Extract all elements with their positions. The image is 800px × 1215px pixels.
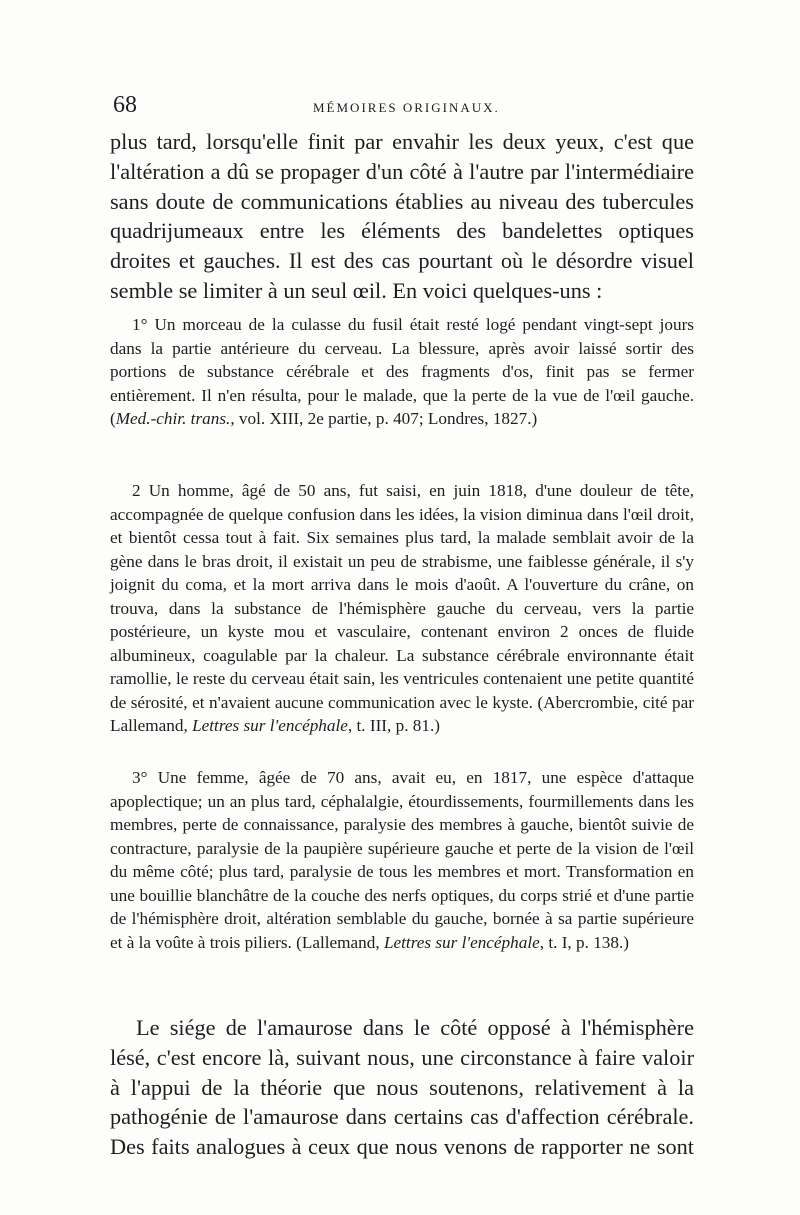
intro-block [110,127,694,306]
case-reference-title: Lettres sur l'encéphale [383,932,540,952]
case-text: 1° Un morceau de la culasse du fusil était resté logé pendant vingt-sept jours dans la partie antérieure du cerveau. La blessure, après avoir laissé sortir des portions de substance cérébrale et des fragments d'os, finit pas se fermer entièrement. Il n'en résulta, pour le malade, que la perte de la vue de l'œil gauche. ( [110,315,694,428]
case-3-block [110,766,694,954]
case-1-block [110,313,694,431]
case-2-block [110,479,694,738]
page-number: 68 [113,92,137,118]
case-text: 3° Une femme, âgée de 70 ans, avait eu, en 1817, une espèce d'attaque apoplectique; un an plus tard, céphalalgie, étourdissements, fourmillements dans les membres, perte de connaissance, paralysie des membres à gauche, bientôt suivie de contracture, paralysie de la paupière supérieure gauche et perte de la vision de l'œil du même côté; plus tard, paralysie de tous les membres et mort. Transformation en une bouillie blanchâtre de la couche des nerfs optiques, du corps strié et d'une partie de l'hémisphère droit, altération semblable du gauche, bornée à sa partie supérieure et à la voûte à trois piliers. (Lallemand, [110,768,694,952]
running-head: MÉMOIRES ORIGINAUX. [313,100,500,115]
case-paragraph [110,313,694,431]
case-reference-title: Lettres sur l'encéphale [192,716,348,735]
closing-block [110,1013,694,1162]
case-paragraph [110,479,694,738]
page-header [113,92,693,122]
case-reference-title: Med.-chir. trans. [115,409,231,428]
case-reference-details: , t. III, p. 81.) [347,716,441,735]
case-paragraph [110,766,694,954]
case-reference-details: , t. I, p. 138.) [539,932,630,952]
case-reference-details: , vol. XIII, 2e partie, p. 407; Londres, 1827.) [230,409,538,428]
intro-paragraph: plus tard, lorsqu'elle finit par envahir les deux yeux, c'est que l'altération a dû se propager d'un côté à l'autre par l'intermédiaire sans doute de communications établies au niveau des tubercules quadrijumeaux entre les éléments des bandelettes optiques droites et gauches. Il est des cas pourtant où le désordre visuel semble se limiter à un seul œil. En voici quelques-uns : [110,129,694,303]
case-text: 2 Un homme, âgé de 50 ans, fut saisi, en juin 1818, d'une douleur de tête, accompagnée de quelque confusion dans les idées, la vision diminua dans l'œil droit, et bientôt cessa tout à fait. Six semaines plus tard, la malade semblait avoir de la gène dans le bras droit, il existait un peu de strabisme, une faiblesse générale, il s'y joignit du coma, et la mort arriva dans le mois d'août. A l'ouverture du crâne, on trouva, dans la substance de l'hémisphère gauche du cerveau, vers la partie postérieure, un kyste mou et vasculaire, contenant environ 2 onces de fluide albumineux, coagulable par la chaleur. La substance cérébrale environnante était ramollie, le reste du cerveau était sain, les ventricules contenaient une petite quantité de sérosité, et n'avaient aucune communication avec le kyste. (Abercrombie, cité par Lallemand, [110,481,694,735]
closing-paragraph: Le siége de l'amaurose dans le côté opposé à l'hémisphère lésé, c'est encore là, suivant nous, une circonstance à faire valoir à l'appui de la théorie que nous soutenons, relativement à la pathogénie de l'amaurose dans certains cas d'affection cérébrale. Des faits analogues à ceux que nous venons de rapporter ne sont [110,1015,694,1160]
